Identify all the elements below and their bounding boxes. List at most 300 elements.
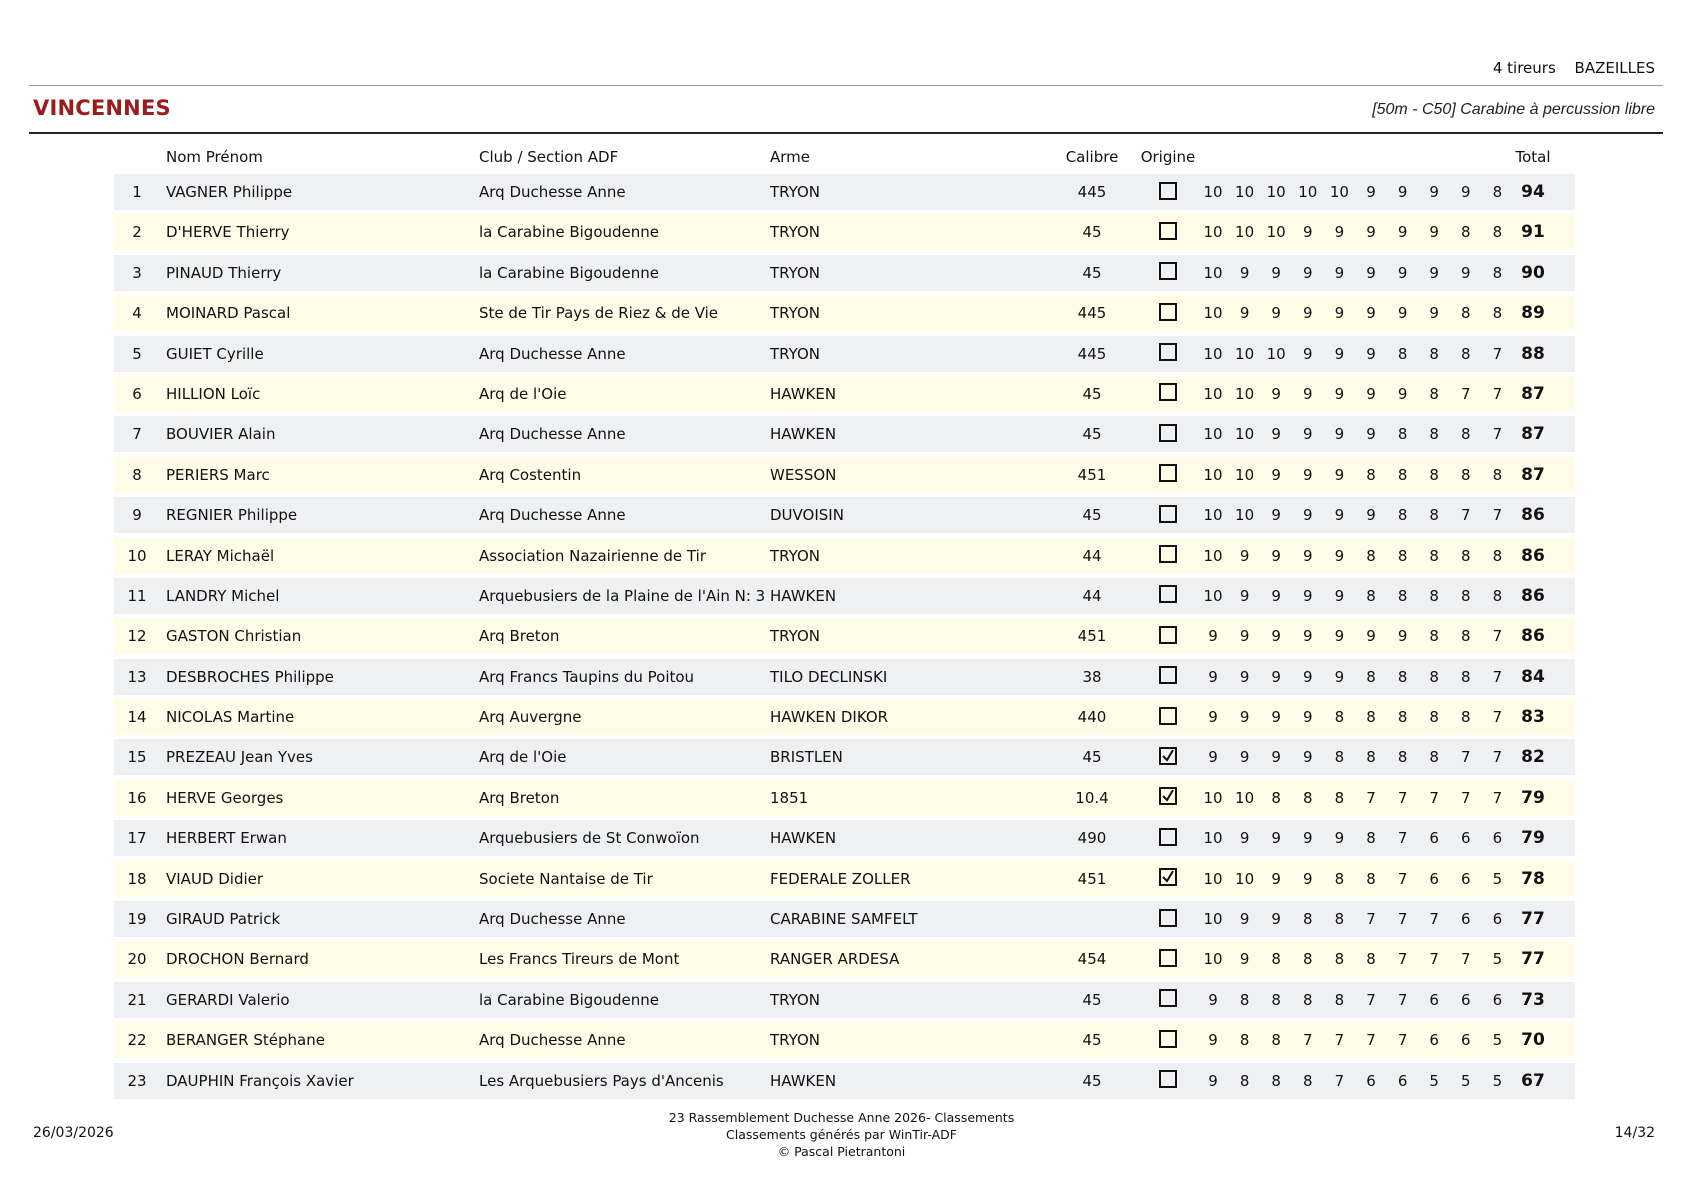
club-cell: Association Nazairienne de Tir	[479, 546, 706, 565]
shot-score: 6	[1429, 869, 1439, 888]
arme-cell: HAWKEN DIKOR	[770, 708, 889, 727]
name-cell: PREZEAU Jean Yves	[166, 748, 313, 767]
header-meta	[1479, 59, 1655, 77]
shot-score: 9	[1271, 667, 1281, 686]
empty-checkbox-icon	[1159, 222, 1177, 240]
arme-cell: 1851	[770, 788, 809, 807]
name-cell: VIAUD Didier	[166, 869, 264, 888]
location: BAZEILLES	[1574, 59, 1655, 77]
total-cell: 79	[1521, 787, 1545, 808]
shot-score: 6	[1366, 1071, 1376, 1090]
club-cell: Arq Breton	[479, 627, 560, 646]
total-cell: 77	[1521, 909, 1545, 930]
shot-score: 9	[1208, 1031, 1218, 1050]
rank-cell: 8	[132, 465, 142, 484]
arme-cell: HAWKEN	[770, 1071, 837, 1090]
name-cell: REGNIER Philippe	[166, 506, 298, 525]
club-cell: Societe Nantaise de Tir	[479, 869, 653, 888]
shot-score: 8	[1397, 465, 1408, 484]
total-cell: 91	[1521, 222, 1545, 243]
arme-cell: DUVOISIN	[770, 506, 844, 525]
shot-score: 9	[1397, 384, 1408, 403]
page-number: 14/32	[1614, 1125, 1655, 1141]
shot-score: 9	[1334, 506, 1345, 525]
table-row	[114, 295, 1575, 331]
shot-score: 9	[1303, 708, 1313, 727]
calibre-cell: 44	[1082, 546, 1102, 565]
rank-cell: 11	[127, 586, 147, 605]
shot-score: 8	[1397, 586, 1408, 605]
shot-score: 10	[1203, 344, 1223, 363]
shot-score: 8	[1239, 990, 1250, 1009]
table-row	[114, 538, 1575, 574]
shot-score: 9	[1271, 384, 1281, 403]
shot-score: 9	[1271, 263, 1281, 282]
shot-score: 8	[1461, 425, 1471, 444]
calibre-cell: 490	[1077, 829, 1107, 848]
shot-score: 8	[1492, 465, 1503, 484]
name-cell: DROCHON Bernard	[166, 950, 309, 969]
shot-score: 8	[1271, 1071, 1281, 1090]
shot-score: 9	[1303, 223, 1313, 242]
arme-cell: BRISTLEN	[770, 748, 843, 767]
checked-checkbox-icon	[1159, 747, 1177, 765]
shot-score: 9	[1334, 546, 1345, 565]
rank-cell: 7	[132, 425, 142, 444]
table-row	[114, 861, 1575, 897]
checked-checkbox-icon	[1159, 868, 1177, 886]
shot-score: 9	[1239, 950, 1250, 969]
shot-score: 6	[1429, 1031, 1439, 1050]
name-cell: VAGNER Philippe	[166, 183, 293, 201]
calibre-cell: 38	[1082, 667, 1102, 686]
shot-score: 10	[1235, 465, 1255, 484]
shot-score: 8	[1303, 950, 1313, 969]
calibre-cell: 451	[1077, 869, 1107, 888]
footer-date: 26/03/2026	[33, 1125, 114, 1141]
shot-score: 7	[1461, 384, 1471, 403]
shot-score: 8	[1366, 869, 1376, 888]
shot-score: 9	[1397, 183, 1408, 201]
club-cell: Ste de Tir Pays de Riez & de Vie	[479, 304, 719, 323]
header-total: Total	[1515, 148, 1551, 166]
calibre-cell: 440	[1077, 708, 1107, 727]
club-cell: Arq Auvergne	[479, 708, 582, 727]
header-name: Nom Prénom	[166, 148, 263, 166]
shot-score: 9	[1397, 263, 1408, 282]
shot-score: 9	[1303, 263, 1313, 282]
arme-cell: FEDERALE ZOLLER	[770, 869, 911, 888]
shot-score: 7	[1461, 788, 1471, 807]
table-row	[114, 1063, 1575, 1099]
calibre-cell: 45	[1082, 1071, 1102, 1090]
shot-score: 9	[1271, 304, 1281, 323]
table-row	[114, 578, 1575, 614]
shot-score: 8	[1461, 223, 1471, 242]
calibre-cell: 10.4	[1075, 788, 1109, 807]
total-cell: 87	[1521, 383, 1545, 404]
rank-cell: 13	[127, 667, 147, 686]
table-row	[114, 618, 1575, 654]
total-cell: 86	[1521, 545, 1545, 566]
shot-score: 8	[1492, 183, 1503, 201]
shot-score: 6	[1492, 829, 1503, 848]
discipline-label: [50m - C50] Carabine à percussion libre	[1372, 101, 1655, 118]
rank-cell: 17	[127, 829, 147, 848]
shot-score: 9	[1334, 465, 1345, 484]
shot-score: 5	[1492, 869, 1503, 888]
shot-score: 9	[1429, 263, 1439, 282]
name-cell: LERAY Michaël	[166, 546, 275, 565]
shot-score: 6	[1429, 829, 1439, 848]
shot-score: 8	[1461, 465, 1471, 484]
name-cell: LANDRY Michel	[166, 586, 280, 605]
total-cell: 83	[1521, 707, 1545, 728]
shot-score: 9	[1271, 425, 1281, 444]
arme-cell: HAWKEN	[770, 384, 837, 403]
arme-cell: WESSON	[770, 465, 837, 484]
name-cell: HERBERT Erwan	[166, 829, 287, 848]
shot-score: 9	[1334, 344, 1345, 363]
shot-score: 9	[1334, 627, 1345, 646]
shot-score: 10	[1235, 183, 1255, 201]
total-cell: 79	[1521, 828, 1545, 849]
club-cell: Arq Duchesse Anne	[479, 910, 626, 929]
shooter-count: 4 tireurs	[1492, 59, 1556, 77]
shot-score: 9	[1271, 627, 1281, 646]
total-cell: 67	[1521, 1070, 1545, 1091]
shot-score: 5	[1429, 1071, 1439, 1090]
total-cell: 70	[1521, 1030, 1545, 1051]
shot-score: 8	[1397, 748, 1408, 767]
shot-score: 10	[1235, 344, 1255, 363]
shot-score: 8	[1461, 546, 1471, 565]
shot-score: 9	[1366, 344, 1376, 363]
shot-score: 10	[1235, 384, 1255, 403]
shot-score: 6	[1397, 1071, 1408, 1090]
shot-score: 10	[1235, 223, 1255, 242]
shot-score: 10	[1329, 183, 1349, 201]
calibre-cell: 45	[1082, 384, 1102, 403]
club-cell: Arq de l'Oie	[479, 384, 567, 403]
shot-score: 6	[1429, 990, 1439, 1009]
shot-score: 7	[1492, 708, 1503, 727]
shot-score: 8	[1429, 586, 1439, 605]
shot-score: 8	[1397, 667, 1408, 686]
shot-score: 8	[1271, 990, 1281, 1009]
shot-score: 10	[1235, 425, 1255, 444]
shot-score: 5	[1461, 1071, 1471, 1090]
name-cell: BERANGER Stéphane	[166, 1031, 325, 1050]
header-calibre: Calibre	[1065, 148, 1119, 166]
shot-score: 9	[1239, 304, 1250, 323]
shot-score: 9	[1239, 708, 1250, 727]
shot-score: 8	[1492, 263, 1503, 282]
arme-cell: HAWKEN	[770, 586, 837, 605]
shot-score: 8	[1397, 708, 1408, 727]
calibre-cell: 454	[1077, 950, 1107, 969]
shot-score: 9	[1366, 384, 1376, 403]
shot-score: 7	[1461, 506, 1471, 525]
shot-score: 7	[1461, 748, 1471, 767]
name-cell: PINAUD Thierry	[166, 263, 282, 282]
shot-score: 8	[1334, 788, 1345, 807]
empty-checkbox-icon	[1159, 182, 1177, 200]
shot-score: 9	[1334, 667, 1345, 686]
shot-score: 8	[1429, 425, 1439, 444]
shot-score: 8	[1429, 748, 1439, 767]
shot-score: 6	[1461, 869, 1471, 888]
shot-score: 8	[1397, 506, 1408, 525]
shot-score: 10	[1235, 788, 1255, 807]
shot-score: 9	[1303, 304, 1313, 323]
shot-score: 9	[1334, 586, 1345, 605]
shot-score: 9	[1366, 425, 1376, 444]
table-row	[114, 1022, 1575, 1058]
arme-cell: HAWKEN	[770, 829, 837, 848]
shot-score: 7	[1366, 910, 1376, 929]
club-cell: la Carabine Bigoudenne	[479, 223, 659, 242]
shot-score: 10	[1203, 425, 1223, 444]
shot-score: 10	[1203, 788, 1223, 807]
table-row	[114, 416, 1575, 452]
shot-score: 7	[1461, 950, 1471, 969]
shot-score: 9	[1366, 263, 1376, 282]
checked-checkbox-icon	[1159, 787, 1177, 805]
rank-cell: 23	[127, 1071, 147, 1090]
empty-checkbox-icon	[1159, 949, 1177, 967]
shot-score: 9	[1208, 1071, 1218, 1090]
shot-score: 8	[1271, 950, 1281, 969]
shot-score: 9	[1208, 667, 1218, 686]
empty-checkbox-icon	[1159, 262, 1177, 280]
rank-cell: 2	[132, 223, 142, 242]
shot-score: 8	[1429, 546, 1439, 565]
shot-score: 9	[1334, 263, 1345, 282]
shot-score: 9	[1271, 910, 1281, 929]
total-cell: 89	[1521, 303, 1545, 324]
shot-score: 10	[1203, 183, 1223, 201]
name-cell: D'HERVE Thierry	[166, 223, 290, 242]
shot-score: 8	[1366, 829, 1376, 848]
shot-score: 8	[1429, 708, 1439, 727]
shot-score: 9	[1366, 183, 1376, 201]
table-row	[114, 699, 1575, 735]
shot-score: 5	[1492, 950, 1503, 969]
rank-cell: 18	[127, 869, 147, 888]
shot-score: 9	[1271, 829, 1281, 848]
shot-score: 9	[1334, 223, 1345, 242]
rank-cell: 20	[127, 950, 147, 969]
header-club: Club / Section ADF	[479, 148, 619, 166]
shot-score: 7	[1366, 788, 1376, 807]
shot-score: 9	[1239, 546, 1250, 565]
shot-score: 9	[1239, 667, 1250, 686]
shot-score: 9	[1271, 546, 1281, 565]
shot-score: 9	[1334, 304, 1345, 323]
name-cell: DAUPHIN François Xavier	[166, 1071, 354, 1090]
total-cell: 86	[1521, 505, 1545, 526]
shot-score: 7	[1429, 910, 1439, 929]
calibre-cell: 45	[1082, 506, 1102, 525]
shot-score: 7	[1397, 1031, 1408, 1050]
shot-score: 9	[1334, 425, 1345, 444]
results-table	[114, 143, 1575, 1103]
empty-checkbox-icon	[1159, 989, 1177, 1007]
rank-cell: 4	[132, 304, 142, 323]
shot-score: 10	[1203, 586, 1223, 605]
shot-score: 7	[1492, 425, 1503, 444]
total-cell: 90	[1521, 262, 1545, 283]
shot-score: 9	[1271, 748, 1281, 767]
arme-cell: TRYON	[770, 990, 820, 1009]
club-cell: Arquebusiers de la Plaine de l'Ain N: 3	[479, 586, 766, 605]
table-row	[114, 941, 1575, 977]
shot-score: 8	[1397, 425, 1408, 444]
title-divider	[29, 132, 1663, 134]
shot-score: 7	[1366, 1031, 1376, 1050]
shot-score: 8	[1303, 990, 1313, 1009]
shot-score: 8	[1429, 667, 1439, 686]
club-cell: Arq Duchesse Anne	[479, 425, 626, 444]
arme-cell: TRYON	[770, 627, 820, 646]
club-cell: Arq Duchesse Anne	[479, 506, 626, 525]
shot-score: 8	[1239, 1031, 1250, 1050]
table-row	[114, 255, 1575, 291]
calibre-cell: 451	[1077, 465, 1107, 484]
shot-score: 8	[1271, 788, 1281, 807]
club-cell: la Carabine Bigoudenne	[479, 990, 659, 1009]
rank-cell: 12	[127, 627, 147, 646]
name-cell: HILLION Loïc	[166, 384, 261, 403]
club-cell: Arq Duchesse Anne	[479, 183, 626, 201]
rank-cell: 19	[127, 910, 147, 929]
shot-score: 9	[1461, 263, 1471, 282]
calibre-cell: 45	[1082, 223, 1102, 242]
shot-score: 9	[1239, 627, 1250, 646]
rank-cell: 5	[132, 344, 142, 363]
footer-copyright: © Pascal Pietrantoni	[777, 1144, 906, 1159]
shot-score: 7	[1492, 384, 1503, 403]
shot-score: 9	[1208, 748, 1218, 767]
shot-score: 8	[1366, 465, 1376, 484]
name-cell: PERIERS Marc	[166, 465, 270, 484]
shot-score: 8	[1429, 384, 1439, 403]
shot-score: 9	[1303, 748, 1313, 767]
shot-score: 6	[1461, 910, 1471, 929]
table-row	[114, 982, 1575, 1018]
shot-score: 9	[1239, 748, 1250, 767]
shot-score: 10	[1235, 506, 1255, 525]
shot-score: 7	[1397, 788, 1408, 807]
shot-score: 5	[1492, 1031, 1503, 1050]
empty-checkbox-icon	[1159, 1070, 1177, 1088]
footer-credits	[0, 1109, 1683, 1160]
table-row	[114, 336, 1575, 372]
shot-score: 7	[1397, 869, 1408, 888]
rank-cell: 10	[127, 546, 147, 565]
arme-cell: TRYON	[770, 344, 820, 363]
arme-cell: TRYON	[770, 546, 820, 565]
shot-score: 7	[1397, 990, 1408, 1009]
total-cell: 87	[1521, 424, 1545, 445]
name-cell: BOUVIER Alain	[166, 425, 276, 444]
shot-score: 10	[1203, 223, 1223, 242]
shot-score: 7	[1492, 748, 1503, 767]
empty-checkbox-icon	[1159, 383, 1177, 401]
total-cell: 73	[1521, 989, 1545, 1010]
total-cell: 77	[1521, 949, 1545, 970]
total-cell: 86	[1521, 626, 1545, 647]
rank-cell: 22	[127, 1031, 147, 1050]
footer-event: 23 Rassemblement Duchesse Anne 2026- Classements	[668, 1110, 1015, 1125]
shot-score: 7	[1492, 344, 1503, 363]
shot-score: 8	[1461, 304, 1471, 323]
club-cell: Arquebusiers de St Conwoïon	[479, 829, 700, 848]
calibre-cell: 45	[1082, 263, 1102, 282]
shot-score: 10	[1203, 304, 1223, 323]
empty-checkbox-icon	[1159, 666, 1177, 684]
shot-score: 9	[1239, 263, 1250, 282]
rank-cell: 3	[132, 263, 142, 282]
shot-score: 6	[1461, 990, 1471, 1009]
shot-score: 7	[1397, 950, 1408, 969]
rank-cell: 1	[132, 183, 142, 201]
shot-score: 9	[1303, 546, 1313, 565]
empty-checkbox-icon	[1159, 343, 1177, 361]
shot-score: 8	[1366, 586, 1376, 605]
name-cell: HERVE Georges	[166, 788, 284, 807]
shot-score: 7	[1429, 788, 1439, 807]
table-row	[114, 780, 1575, 816]
shot-score: 10	[1203, 263, 1223, 282]
table-row	[114, 376, 1575, 412]
shot-score: 6	[1492, 990, 1503, 1009]
shot-score: 8	[1429, 627, 1439, 646]
shot-score: 9	[1271, 586, 1281, 605]
shot-score: 6	[1461, 1031, 1471, 1050]
shot-score: 8	[1366, 950, 1376, 969]
calibre-cell: 44	[1082, 586, 1102, 605]
total-cell: 78	[1521, 868, 1545, 889]
calibre-cell: 45	[1082, 990, 1102, 1009]
header-origine: Origine	[1140, 148, 1196, 166]
shot-score: 8	[1461, 344, 1471, 363]
shot-score: 10	[1266, 344, 1286, 363]
shot-score: 9	[1239, 910, 1250, 929]
shot-score: 9	[1303, 829, 1313, 848]
shot-score: 9	[1303, 586, 1313, 605]
calibre-cell: 45	[1082, 1031, 1102, 1050]
name-cell: GASTON Christian	[166, 627, 302, 646]
shot-score: 8	[1397, 344, 1408, 363]
club-cell: la Carabine Bigoudenne	[479, 263, 659, 282]
shot-score: 7	[1366, 990, 1376, 1009]
shot-score: 8	[1461, 586, 1471, 605]
shot-score: 9	[1303, 627, 1313, 646]
shot-score: 9	[1366, 506, 1376, 525]
shot-score: 7	[1492, 627, 1503, 646]
shot-score: 9	[1366, 223, 1376, 242]
empty-checkbox-icon	[1159, 464, 1177, 482]
shot-score: 8	[1429, 506, 1439, 525]
rank-cell: 21	[127, 990, 147, 1009]
shot-score: 7	[1334, 1071, 1345, 1090]
table-row	[114, 901, 1575, 937]
shot-score: 8	[1492, 586, 1503, 605]
arme-cell: TRYON	[770, 183, 820, 201]
empty-checkbox-icon	[1159, 707, 1177, 725]
